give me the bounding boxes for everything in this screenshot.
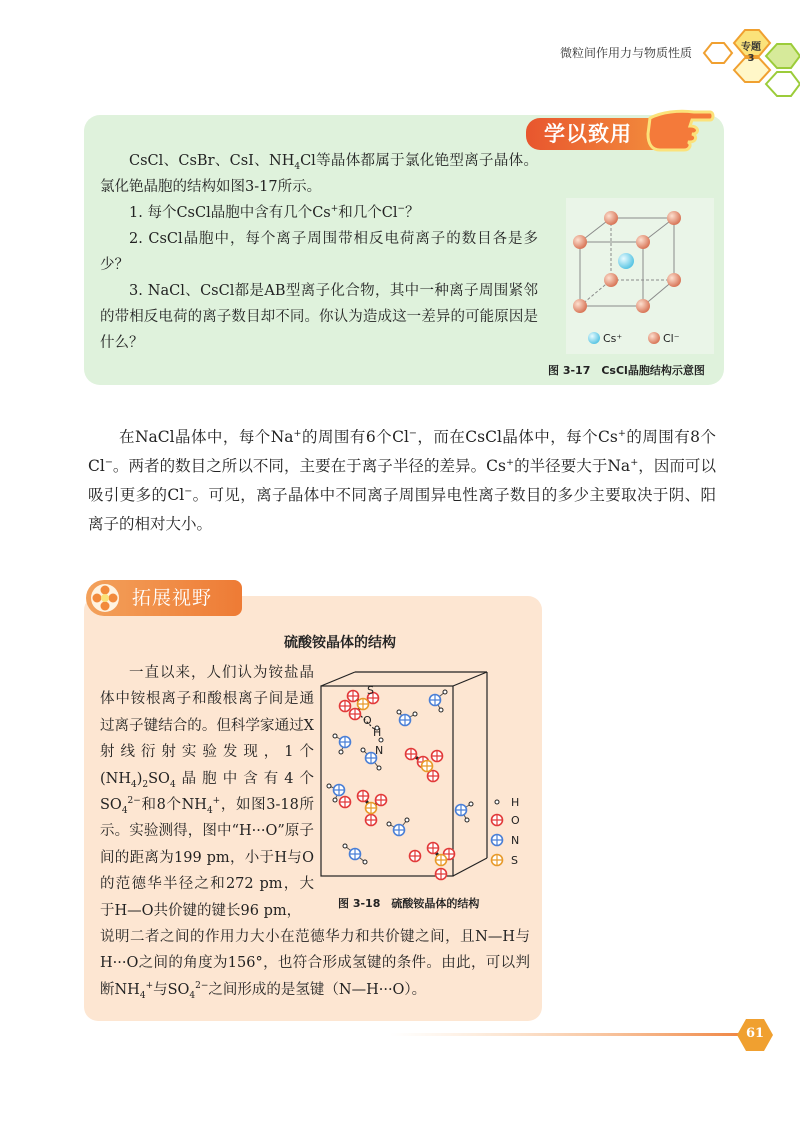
chapter-title: 微粒间作用力与物质性质: [560, 46, 693, 60]
practice-text: [100, 148, 538, 356]
extension-text-full: 说明二者之间的作用力大小在范德华力和共价键之间，且N—H与H···O之间的角度为156°，也符合形成氢键的条件。由此，可以判断$NH_4^+$与$SO_4^{2-}$之间形成的是氢键（N—H···O）。: [100, 929, 530, 1001]
question-3: 3. NaCl、CsCl都是AB型离子化合物，其中一种离子周围紧邻的带相反电荷的离子数目却不同。你认为造成这一差异的可能原因是什么？: [100, 283, 538, 351]
legend-s-swatch: [492, 855, 503, 866]
extension-title: 硫酸铵晶体的结构: [284, 635, 396, 651]
legend-o-label: O: [511, 814, 520, 827]
topic-label-line1: 专题: [741, 42, 761, 53]
figure-3-17-caption: 图 3-17 CsCl晶胞结构示意图: [548, 364, 705, 377]
question-2: 2. CsCl晶胞中，每个离子周围带相反电荷离子的数目各是多少？: [100, 231, 538, 273]
legend-n-swatch: [492, 835, 503, 846]
cl-ion: [667, 273, 681, 287]
cs-legend-swatch: [588, 332, 600, 344]
cl-ion: [573, 299, 587, 313]
extension-paragraph: 一直以来，人们认为铵盐晶体中铵根离子和酸根离子间是通过离子键结合的。但科学家通过X射线衍射实验发现，1个$(NH_4)_2SO_4$晶胞中含有4个$SO_4^{2-}$和8个$NH_4^+$，如图3-18所示。实验测得，图中“H···O”原子间的距离为199 pm，小于H与O的范德华半径之和272 pm，大于H—O共价键的键长96 pm，: [100, 665, 315, 919]
cl-ion: [604, 211, 618, 225]
extension-text-narrow: [100, 660, 314, 924]
extension-tab-label: 拓展视野: [132, 587, 213, 609]
cl-legend-label: Cl⁻: [663, 332, 680, 345]
atom-label-h: H: [373, 726, 382, 739]
atom-label-o: O: [363, 714, 372, 727]
legend-s-label: S: [511, 854, 518, 867]
figure-3-18-caption: 图 3-18 硫酸铵晶体的结构: [338, 897, 480, 910]
main-paragraph: 在NaCl晶体中，每个Na+的周围有6个Cl−，而在CsCl晶体中，每个Cs+的周围有8个Cl−。两者的数目之所以不同，主要在于离子半径的差异。Cs+的半径要大于Na+，因而可以吸引更多的Cl−。可见，离子晶体中不同离子周围异电性离子数目的多少主要取决于阴、阳离子的相对大小。: [88, 427, 716, 533]
page-number: 61: [745, 1026, 765, 1041]
footer-line: [390, 1030, 760, 1038]
question-1: 1. 每个CsCl晶胞中含有几个Cs+和几个Cl−？: [129, 204, 420, 221]
pointing-hand-icon: [644, 104, 716, 154]
legend-h-swatch: [495, 800, 499, 804]
flower-icon: [90, 583, 120, 613]
cscl-unit-cell-figure: [566, 198, 714, 354]
cl-ion: [636, 235, 650, 249]
cl-ion: [636, 299, 650, 313]
topic-label-line2: 3: [747, 53, 755, 64]
ammonium-sulfate-crystal-figure: [315, 668, 535, 888]
cs-ion: [618, 253, 634, 269]
legend-h-label: H: [511, 796, 520, 809]
legend-n-label: N: [511, 834, 520, 847]
cs-legend-label: Cs⁺: [603, 332, 623, 345]
cl-ion: [604, 273, 618, 287]
cl-legend-swatch: [648, 332, 660, 344]
cl-ion: [573, 235, 587, 249]
cl-ion: [667, 211, 681, 225]
legend-o-swatch: [492, 815, 503, 826]
atom-label-s: S: [367, 684, 374, 697]
atom-label-n: N: [375, 744, 384, 757]
practice-intro: CsCl、CsBr、CsI、$NH_4Cl$等晶体都属于氯化铯型离子晶体。氯化铯晶胞的结构如图3-17所示。: [100, 153, 538, 195]
topic-label: [733, 42, 769, 64]
practice-ribbon: 学以致用: [526, 118, 656, 150]
